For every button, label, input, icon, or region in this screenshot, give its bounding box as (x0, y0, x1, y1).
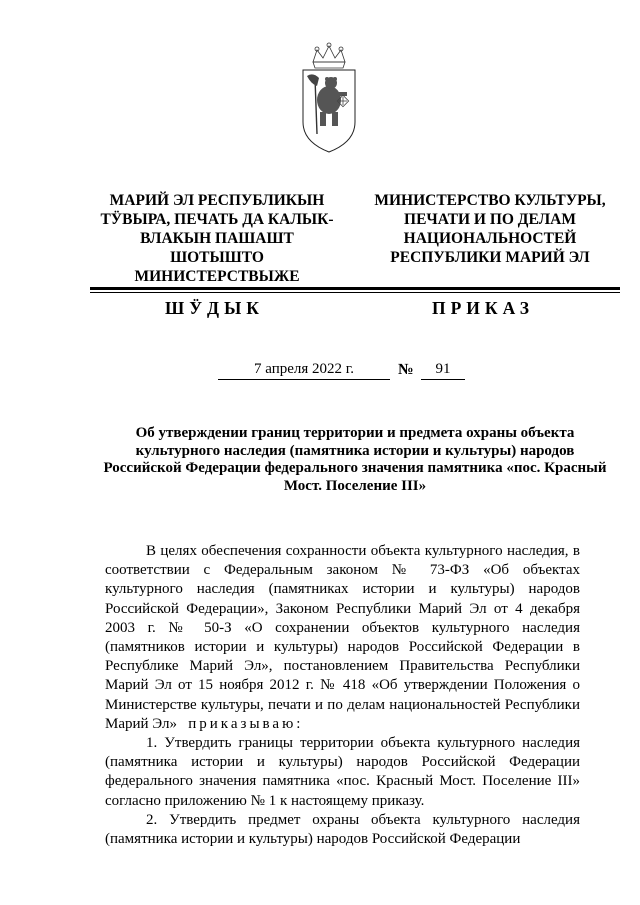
header-mari-ministry-name: МАРИЙ ЭЛ РЕСПУБЛИКЫН ТӰВЫРА, ПЕЧАТЬ ДА КАЛЫК- ВЛАКЫН ПАШАШТ ШОТЫШТО МИНИСТЕРСТВЫЖЕ (100, 192, 334, 285)
item-1-paragraph: 1. Утвердить границы территории объекта культурного наследия (памятника истории и культуры) народов Российской Федерации федерального значения памятника «пос. Красный Мост. Поселение III» согласно приложению № 1 к настоящему приказу. (105, 735, 580, 809)
header-russian-ministry-name: МИНИСТЕРСТВО КУЛЬТУРЫ, ПЕЧАТИ И ПО ДЕЛАМ НАЦИОНАЛЬНОСТЕЙ РЕСПУБЛИКИ МАРИЙ ЭЛ (374, 192, 606, 266)
document-type-mari: ШӰДЫК (165, 298, 264, 318)
item-2-paragraph: 2. Утвердить предмет охраны объекта культурного наследия (памятника истории и культуры) народов Российской Федерации (105, 811, 580, 848)
order-body (105, 542, 580, 849)
order-title: Об утверждении границ территории и предмета охраны объекта культурного наследия (памятника истории и культуры) народов Российской Федерации федерального значения памятника «пос. Красный Мост. Поселение III» (103, 425, 607, 494)
document-type-russian: ПРИКАЗ (432, 298, 535, 318)
number-sign: № (398, 361, 414, 378)
header-divider-thin (90, 292, 620, 293)
order-word: приказываю: (188, 715, 304, 732)
preamble-text: В целях обеспечения сохранности объекта культурного наследия, в соответствии с Федеральным законом № 73-ФЗ «Об объектах культурного наследия (памятниках истории и культуры) народов Российской Федерации», Законом Республики Марий Эл от 4 декабря 2003 г. № 50-З «О сохранении объектов культурного наследия (памятников истории и культуры) народов Российской Федерации в Республике Марий Эл», постановлением Правительства Республики Марий Эл от 15 ноября 2012 г. № 418 «Об утверждении Положения о Министерстве культуры, печати и по делам национальностей Республики Марий Эл» (105, 543, 580, 732)
coat-of-arms-emblem (295, 42, 363, 154)
header-divider-thick (90, 287, 620, 290)
order-number: 91 (421, 361, 465, 380)
preamble-paragraph (105, 542, 580, 734)
order-date: 7 апреля 2022 г. (218, 361, 390, 380)
